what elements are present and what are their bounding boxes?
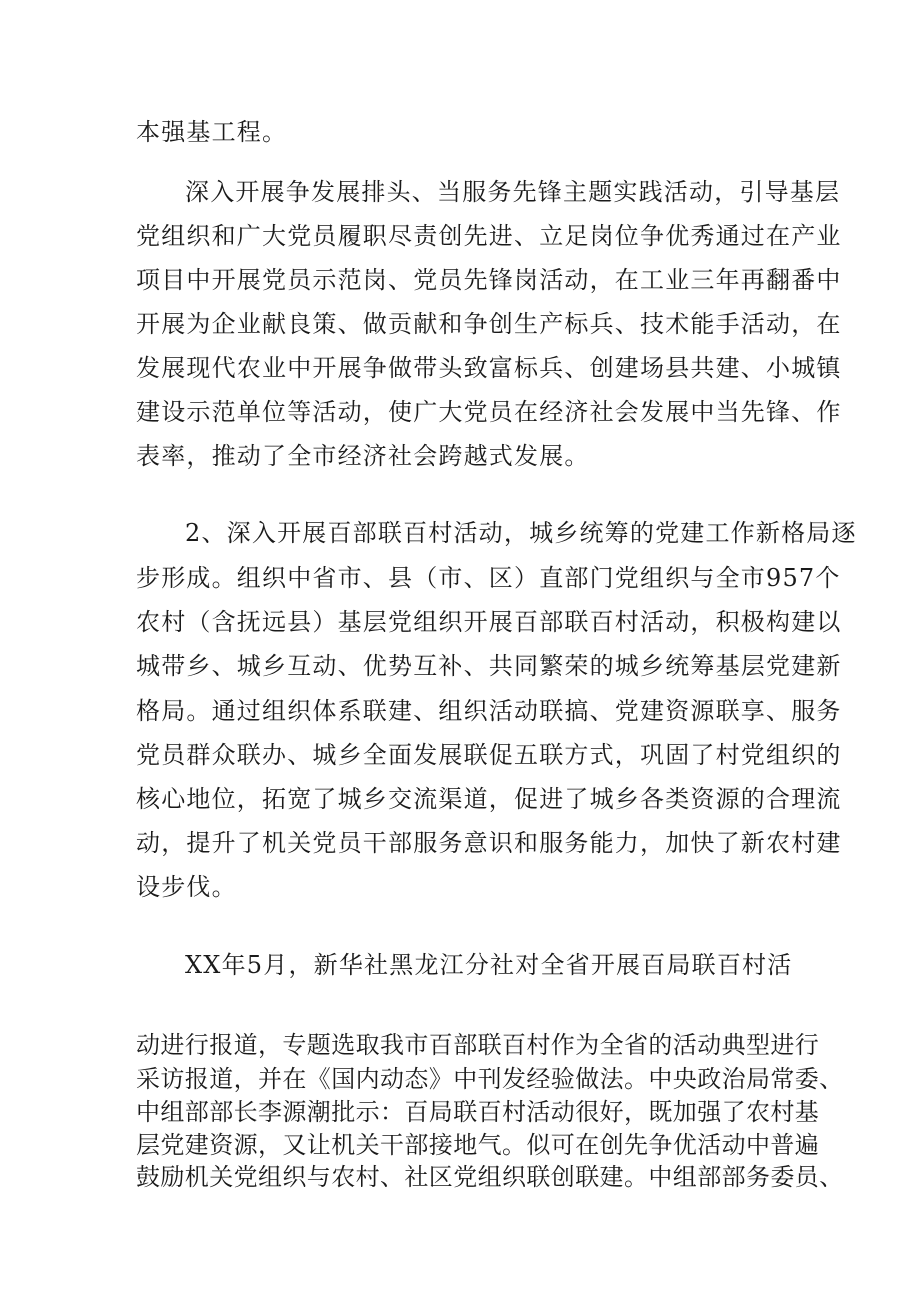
text-line: 农村（含抚远县）基层党组织开展百部联百村活动，积极构建以 bbox=[136, 608, 842, 636]
text-line: 建设示范单位等活动，使广大党员在经济社会发展中当先锋、作 bbox=[136, 398, 842, 426]
text-line: 城带乡、城乡互动、优势互补、共同繁荣的城乡统筹基层党建新 bbox=[136, 652, 842, 680]
text-line: 动进行报道，专题选取我市百部联百村作为全省的活动典型进行 bbox=[136, 1031, 820, 1059]
text-line: 层党建资源，又让机关干部接地气。似可在创先争优活动中普遍 bbox=[136, 1131, 820, 1159]
text-line: 党组织和广大党员履职尽责创先进、立足岗位争优秀通过在产业 bbox=[136, 222, 842, 250]
text-line: 本强基工程。 bbox=[136, 118, 288, 146]
text-line: 中组部部长李源潮批示：百局联百村活动很好，既加强了农村基 bbox=[136, 1098, 820, 1126]
text-line: 党员群众联办、城乡全面发展联促五联方式，巩固了村党组织的 bbox=[136, 741, 842, 769]
text-line: 发展现代农业中开展争做带头致富标兵、创建场县共建、小城镇 bbox=[136, 354, 842, 382]
text-line: 采访报道，并在《国内动态》中刊发经验做法。中央政治局常委、 bbox=[136, 1065, 844, 1093]
text-line: 项目中开展党员示范岗、党员先锋岗活动，在工业三年再翻番中 bbox=[136, 266, 842, 294]
text-line: 设步伐。 bbox=[136, 873, 237, 901]
text-line: 2、深入开展百部联百村活动，城乡统筹的党建工作新格局逐 bbox=[185, 519, 857, 547]
text-line: 表率，推动了全市经济社会跨越式发展。 bbox=[136, 442, 590, 470]
text-line: 格局。通过组织体系联建、组织活动联搞、党建资源联享、服务 bbox=[136, 697, 842, 725]
text-line: 动，提升了机关党员干部服务意识和服务能力，加快了新农村建 bbox=[136, 829, 842, 857]
text-line: 深入开展争发展排头、当服务先锋主题实践活动，引导基层 bbox=[185, 178, 841, 206]
text-line: 步形成。组织中省市、县（市、区）直部门党组织与全市957个 bbox=[136, 564, 841, 592]
text-line: 核心地位，拓宽了城乡交流渠道，促进了城乡各类资源的合理流 bbox=[136, 785, 842, 813]
text-line: 开展为企业献良策、做贡献和争创生产标兵、技术能手活动，在 bbox=[136, 310, 842, 338]
text-line: XX年5月，新华社黑龙江分社对全省开展百局联百村活 bbox=[185, 951, 793, 979]
text-line: 鼓励机关党组织与农村、社区党组织联创联建。中组部部务委员、 bbox=[136, 1163, 844, 1191]
